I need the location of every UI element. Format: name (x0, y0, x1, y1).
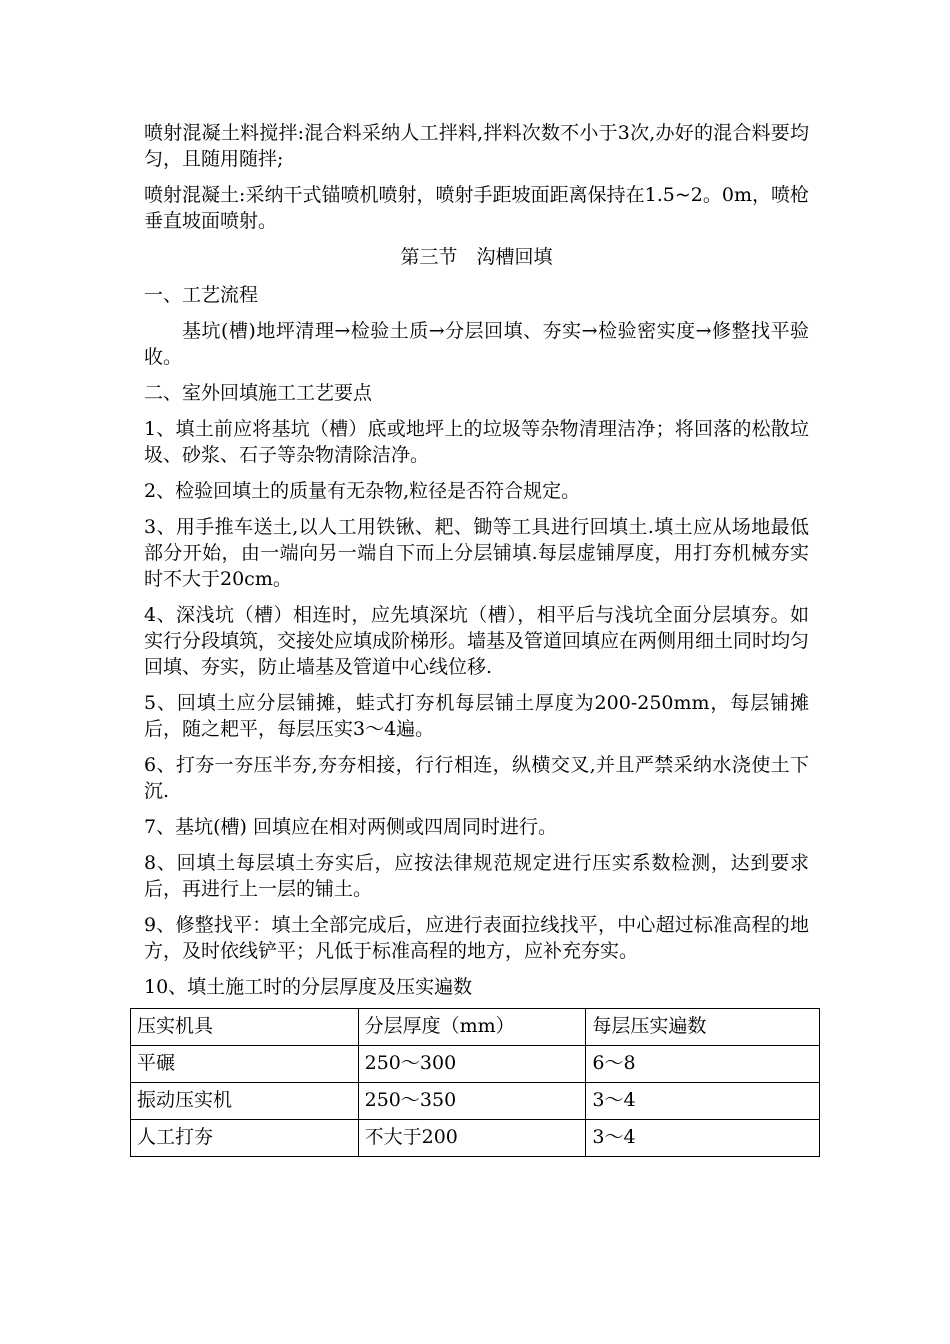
table-header-cell: 压实机具 (131, 1009, 359, 1046)
point-1: 1、填土前应将基坑（槽）底或地坪上的垃圾等杂物清理洁净；将回落的松散垃圾、砂浆、石子等杂物清除洁净。 (144, 418, 809, 466)
point-4: 4、深浅坑（槽）相连时，应先填深坑（槽），相平后与浅坑全面分层填夯。如实行分段填筑，交接处应填成阶梯形。墙基及管道回填应在两侧用细土同时均匀回填、夯实，防止墙基及管道中心线位移. (144, 604, 810, 678)
table-cell: 250～300 (358, 1046, 586, 1083)
point-3: 3、用手推车送土,以人工用铁锹、耙、锄等工具进行回填土.填土应从场地最低部分开始，由一端向另一端自下而上分层铺填.每层虚铺厚度，用打夯机械夯实时不大于20cm。 (144, 516, 809, 590)
table-header-row (131, 1009, 820, 1046)
point-10: 10、填土施工时的分层厚度及压实遍数 (144, 976, 473, 998)
table-row (131, 1083, 820, 1120)
point-2: 2、检验回填土的质量有无杂物,粒径是否符合规定。 (144, 480, 581, 502)
point-8: 8、回填土每层填土夯实后，应按法律规范规定进行压实系数检测，达到要求后，再进行上一层的铺土。 (144, 852, 809, 900)
table-row (131, 1120, 820, 1157)
table-row (131, 1046, 820, 1083)
point-9: 9、修整找平：填土全部完成后，应进行表面拉线找平，中心超过标准高程的地方，及时依线铲平；凡低于标准高程的地方，应补充夯实。 (144, 914, 809, 962)
heading-backfill-points: 二、室外回填施工工艺要点 (144, 382, 373, 404)
paragraph-shotcrete-mixing: 喷射混凝土料搅拌:混合料采纳人工拌料,拌料次数不小于3次,办好的混合料要均匀，且随用随拌; (144, 122, 809, 170)
point-7: 7、基坑(槽) 回填应在相对两侧或四周同时进行。 (144, 816, 557, 838)
table-cell: 3～4 (586, 1083, 820, 1120)
paragraph-shotcrete-spraying: 喷射混凝土:采纳干式锚喷机喷射，喷射手距坡面距离保持在1.5~2。0m，喷枪垂直坡面喷射。 (144, 184, 809, 232)
document-page (137, 120, 810, 1157)
table-cell: 平碾 (131, 1046, 359, 1083)
table-cell: 3～4 (586, 1120, 820, 1157)
table-cell: 人工打夯 (131, 1120, 359, 1157)
table-cell: 6～8 (586, 1046, 820, 1083)
table-header-cell: 每层压实遍数 (586, 1009, 820, 1046)
paragraph-process-flow: 基坑(槽)地坪清理→检验土质→分层回填、夯实→检验密实度→修整找平验收。 (144, 320, 809, 368)
table-cell: 不大于200 (358, 1120, 586, 1157)
table-header-cell: 分层厚度（mm） (358, 1009, 586, 1046)
point-6: 6、打夯一夯压半夯,夯夯相接，行行相连，纵横交叉,并且严禁采纳水浇使土下沉. (144, 754, 809, 802)
table-cell: 250～350 (358, 1083, 586, 1120)
table-cell: 振动压实机 (131, 1083, 359, 1120)
compaction-table (130, 1008, 820, 1157)
heading-process-flow: 一、工艺流程 (144, 284, 259, 306)
point-5: 5、回填土应分层铺摊，蛙式打夯机每层铺土厚度为200-250mm，每层铺摊后，随之耙平，每层压实3～4遍。 (144, 692, 809, 740)
section-title: 第三节 沟槽回填 (400, 246, 553, 268)
